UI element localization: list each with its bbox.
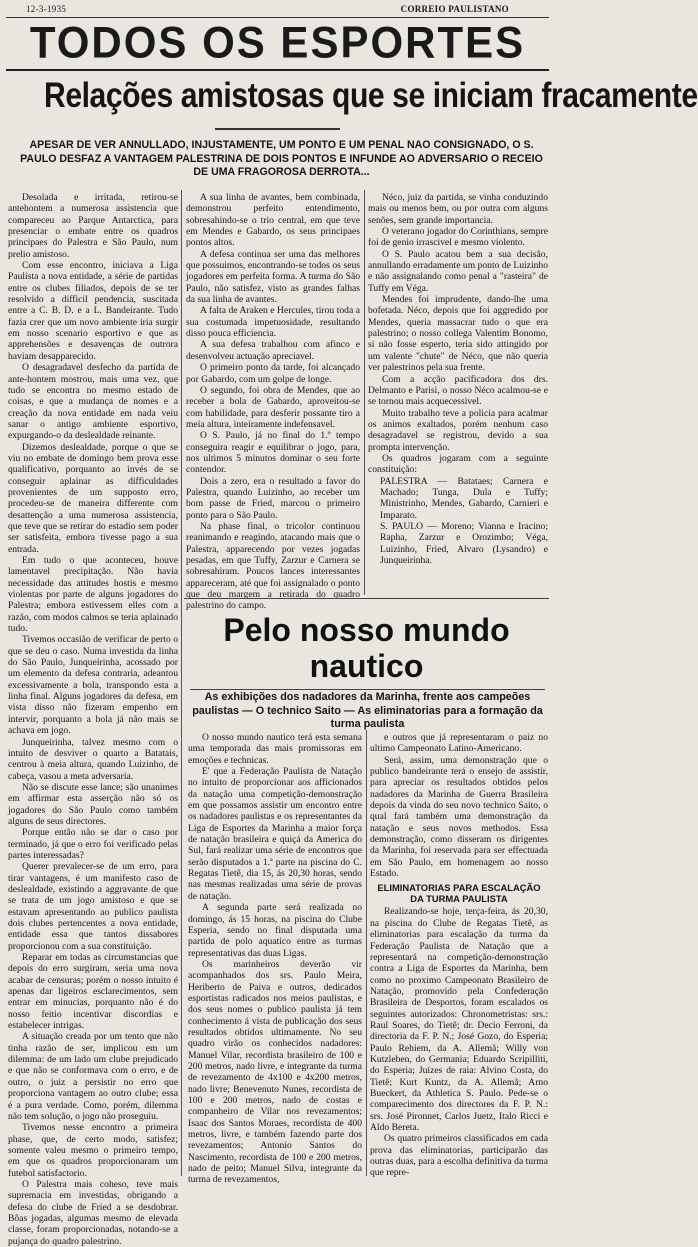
nautico-column-1 xyxy=(188,732,362,1186)
paragraph: O Palestra mais coheso, teve mais supremacia em investidas, obrigando a defesa do clube de Fried a se desdobrar. Bôas jogadas, algumas mesmo de elevada classe, foram proporcionadas, notando-se a pujança do quadro palestrino. xyxy=(8,1178,178,1247)
column-divider xyxy=(181,190,182,1176)
paragraph: Néco, juiz da partida, se vinha conduzindo mais ou menos bem, ou por outra com alguns senões, sem grande importancia. xyxy=(368,192,548,226)
paragraph: E' que a Federação Paulista de Natação no intuito de proporcionar aos afficionados da natação uma competição-demonstração em que possamos assistir um encontro entre os nadadores paulistas e os representantes da Liga de Esportes da Marinha a maior força de natação brasileira e quiçá da America do Sul, fará realizar uma série de encontros que serão disputados a 1.ª parte na piscina do C. Regatas Tietê, dia 15, ás 20,30 horas, sendo nas mesmas realizadas uma série de provas de natação. xyxy=(188,766,362,902)
main-headline: Relações amistosas que se iniciam fracamente xyxy=(44,76,698,115)
paragraph: Tivemos occasião de verificar de perto o que se deu o caso. Numa investida da linha do São Paulo, Junqueirinha, acossado por um elemento da defesa contraria, adeantou excessivamente a bola, transpondo esta a linha final. Alguns jogadores da defesa, em vista disso não fizeram empenho em intervir, porquanto a bola já não mais se achava em jogo. xyxy=(8,634,178,737)
paragraph: O desagradavel desfecho da partida de ante-hontem mostrou, mais uma vez, que tudo se encontra no mesmo estado de coisas, e que a mudança de nomes e a creação da nova entidade em nada veiu sanar o antigo ambiente esportivo, expurgando-o da deslealdade reinante. xyxy=(8,362,178,442)
paragraph: Querer prevalecer-se de um erro, para tirar vantagens, é um manifesto caso de deslealdade, existindo a aggravante de que se trata de um jogo amistoso e que se estavam apresentando ao publico paulista dois clubes pertencentes a nova entidade, entidade essa que tantos dissabores proporcionou com a sua constituição. xyxy=(8,861,178,952)
paragraph: Desolada e irritada, retirou-se antehontem a numerosa assistencia que compareceu ao Parque Antarctica, para presenciar o embate entre os quadros principaes do Palestra e São Paulo, num prelio amistoso. xyxy=(8,192,178,260)
paragraph: O primeiro ponto da tarde, foi alcançado por Gabardo, com um golpe de longe. xyxy=(186,362,360,385)
paragraph: PALESTRA — Batataes; Carnera e Machado; Tunga, Dula e Tuffy; Ministrinho, Mendes, Gabardo, Carnieri e Imparato. xyxy=(380,475,548,521)
paragraph: O S. Paulo acatou bem a sua decisão, annullando erradamente um ponto de Luizinho e não assignalando como penal a "rasteira" de Tuffy em Véga. xyxy=(368,248,548,294)
paragraph: Será, assim, uma demonstração que o publico bandeirante terá o ensejo de assistir, para apreciar os resultados obtidos pelos nadadores da Marinha de Guerra Brasileira depois da vinda do seu novo technico Saito, o qual fará também uma demonstração da natação e seus novos methodos. Essa demonstração, como disseram os dirigentes da Marinha, foi reservada para ser effectuada em São Paulo, em homenagem ao nosso Estado. xyxy=(370,754,548,880)
story-separator xyxy=(184,598,549,599)
paragraph: O veterano jogador do Corinthians, sempre foi de genio irrascivel e mesmo violento. xyxy=(368,226,548,249)
headline-rule xyxy=(215,128,340,130)
paragraph: e outros que já representaram o paiz no ultimo Campeonato Latino-Americano. xyxy=(370,732,548,755)
paragraph: Muito trabalho teve a policia para acalmar os animos exaltados, porém nenhum caso desagradavel se registrou, devido a sua prompta intervenção. xyxy=(368,407,548,453)
paragraph: Os quatro primeiros classificados em cada prova das eliminatorias, participarão das outras duas, para a escolha definitiva da turma que repre- xyxy=(370,1133,548,1179)
paragraph: Junqueirinha, talvez mesmo com o intuito de desviver o quarto a Batatais, centrou à meia altura, quando Luizinho, de cabeça, vasou a meta adversaria. xyxy=(8,736,178,782)
main-story-column-3 xyxy=(368,192,548,592)
top-strip xyxy=(6,3,549,18)
main-story-column-1 xyxy=(8,192,178,1247)
paragraph: Mendes foi imprudente, dando-lhe uma bofetada. Néco, depois que foi aggredido por Mendes, queria massacrar tudo o que era palestrino; o nosso collega Valentim Bonomo, si não fosse esperto, teria sido attingido por um valente "chute" de Néco, que não queria ver palestrinos pela sua frente. xyxy=(368,294,548,374)
paragraph: O S. Paulo, já no final do 1.º tempo conseguira reagir e equilibrar o jogo, para, nos ultimos 5 minutos dominar o seu forte contendor. xyxy=(186,430,360,476)
nautico-deck: As exhibições dos nadadores da Marinha, frente aos campeões paulistas — O technico Saito — As eliminatorias para a formação da turma paulista xyxy=(192,691,543,730)
paragraph: Com esse encontro, iniciava a Liga Paulista a nova entidade, a série de partidas entre os clubes filiados, depois de se ter resolvido a difficil pendencia, suscitada entre a C. B. D. e a L. Bandeirante. Tudo fazia crer que um novo ambiente iria surgir em nosso scenario esportivo e que as apprehensões e desavenças de outrora haviam desapparecido. xyxy=(8,260,178,362)
nautico-column-2 xyxy=(370,732,548,1179)
paragraph: Os quadros jogaram com a seguinte constituição: xyxy=(368,452,548,476)
paragraph: O nosso mundo nautico terá esta semana uma temporada das mais promissoras em emoções e technicas. xyxy=(188,732,362,766)
paragraph: Com a acção pacificadora dos drs. Delmanto e Parisi, o nosso Néco acalmou-se e se tornou mais acquecessivel. xyxy=(368,373,548,408)
main-story-column-2 xyxy=(186,192,360,612)
column-divider xyxy=(366,730,367,1176)
paragraph: Não se discute esse lance; são unanimes em affirmar esta asserção não só os jogadores do São Paulo como também alguns de seus directores. xyxy=(8,781,178,827)
section-masthead: TODOS OS ESPORTES xyxy=(29,17,526,68)
column-divider xyxy=(364,190,365,595)
paragraph: A sua defesa trabalhou com afinco e desenvolveu actuação apreciavel. xyxy=(186,339,360,362)
paper-name: CORREIO PAULISTANO xyxy=(400,4,509,14)
paragraph: A falta de Araken e Hercules, tirou toda a sua costumada impetuosidade, resultando disso pouca efficiencia. xyxy=(186,305,360,340)
paragraph: A defesa continua ser uma das melhores que possuimos, encontrando-se todos os seus jogadores em perfeita forma. A turma do São Paulo, não satisfez, visto as grandes falhas da sua linha de avantes. xyxy=(186,248,360,306)
paragraph: A situação creada por um tento que não tinha razão de ser, implicou em um dilemma: de um lado um clube prejudicado e que não se conformava com o erro, e de outro, o juiz a persistir no erro que proporciona vantagem ao outro clube; essa é a pura verdade. Como, porém, dilemma não tem solução, o jogo não proseguiu. xyxy=(8,1031,178,1122)
paragraph: Tivemos nesse encontro a primeira phase, que, de certo modo, satisfez; somente valeu mesmo o primeiro tempo, em que os quadros proporcionaram um futebol satisfactorio. xyxy=(8,1122,178,1179)
paragraph: Dizemos deslealdade, porque o que se viu no embate de domingo bem prova esse qualificativo, porquanto ao invés de se conseguir aplainar as difficuldades provenientes de um supposto erro, procedeu-se de maneira differente com desattenção a uma numerosa assistencia, que teve que se retirar do estadio sem poder ser satisfeita, embora tivesse pago a sua entrada. xyxy=(8,441,178,555)
paragraph: Os marinheiros deverão vir acompanhados dos srs. Paulo Meira, Heriberto de Paiva e outros, dedicados esportistas radicados nos meios paulistas, e dos seus nomes o publico paulista já tem conhecimento á vista de publicação dos seus resultados obtidos ultimamente. No seu quadro virão os conhecidos nadadores: Manuel Vilar, recordista brasileiro de 100 e 200 metros, nado livre, e integrante da turma de revezamento de 4x100 e 4x200 metros, nado livre; Benevenuto Nunes, recordista de 100 e 200 metros, nado de costas e companheiro de Vilar nos revezamentos; Isaac dos Santos Moraes, recordista de 400 metros, livre, e também fazendo parte dos revezamentos; Antonio Santos do Nascimento, recordista de 100 e 200 metros, nado de peito; Manuel Silva, integrante da turma de revezamentos, xyxy=(188,958,362,1186)
paragraph: Reparar em todas as circumstancias que depois do erro surgiram, seria uma nova acabar de censuras; porém o nosso intuito é apenas dar ligeiros esclarecimentos, sem entrar em minucias, porquanto não é do nosso feitio incentivar discordias e estabelecer intrigas. xyxy=(8,952,178,1032)
paragraph: O segundo, foi obra de Mendes, que ao receber a bola de Gabardo, aproveitou-se com habilidade, para desferir possante tiro a meia altura, inteiramente indefensavel. xyxy=(186,384,360,430)
paragraph: Em tudo o que aconteceu, houve lamentavel precipitação. Não havia necessidade das attitudes hostis e mesmo violentas por parte de alguns jogadores do Palestra; embora estivessem elles com a razão, com modos calmos se teria aplainado tudo. xyxy=(8,555,178,635)
paragraph: Realizando-se hoje, terça-feira, ás 20,30, na piscina do Clube de Regatas Tietê, as eliminatorias para escalação da turma da Federação Paulista de Natação que a representará na competição-demonstração contra a Liga de Esportes da Marinha, bem como no proximo Campeonato Brasileiro de Natação, promovido pela Confederação Brasileira de Desportos, foram escalados os seguintes autorizados: Chronometristas: srs.: Raul Soares, do Tietê; dr. Decio Ferroni, da directoria da F. P. N.; José Gozo, do Esperia; Paulo Rehiem, da A. Allemã; Willy von Kutzleben, do Germania; Eduardo Scripilliti, do Esperia; Juízes de raia: Alvino Costa, do Tietê; Kurt Kuntz, da A. Allemã; Arno Bueckert, da Athletica S. Paulo. Pede-se o comparecimento dos directores da F. P. N.: srs. José Pironnet, Carlos Juetz, Italo Ricci e Aldo Bereta. xyxy=(370,906,548,1133)
paragraph: A segunda parte será realizada no domingo, ás 15 horas, na piscina do Clube Esperia, sendo no final disputada uma partida de polo aquatico entre as turmas representativas das duas Ligas. xyxy=(188,902,362,959)
paragraph: Dois a zero, era o resultado a favor do Palestra, quando Luizinho, ao receber um bom passe de Fried, marcou o primeiro ponto para o São Paulo. xyxy=(186,475,360,521)
nautico-headline-rule xyxy=(190,689,545,690)
nautico-headline: Pelo nosso mundo nautico xyxy=(223,612,510,684)
paragraph: A sua linha de avantes, bem combinada, demonstrou perfeito entendimento, sobresahindo-se o trio central, em que teve em Mendes e Gabardo, os seus principaes pontos altos. xyxy=(186,192,360,249)
masthead-rule xyxy=(6,69,549,71)
main-deck: APESAR DE VER ANNULLADO, INJUSTAMENTE, UM PONTO E UM PENAL NAO CONSIGNADO, O S. PAULO DESFAZ A VANTAGEM PALESTRINA DE DOIS PONTOS E INFUNDE AO ADVERSARIO O RECEIO DE UMA FRAGOROSA DERROTA... xyxy=(20,139,543,178)
paragraph: Na phase final, o tricolor continuou reanimando e reagindo, atacando mais que o Palestra, apparecendo por vezes jogadas pesadas, em que Tuffy, Zarzur e Carnera se sobresahiram. Poucos lances interessantes appareceram, até que foi assignalado o ponto que deu margem a retirada do quadro palestrino do campo. xyxy=(186,520,360,612)
paragraph: S. PAULO — Moreno; Vianna e Iracino; Rapha, Zarzur e Orozimbo; Véga, Luizinho, Fried, Alvaro (Lysandro) e Junqueirinha. xyxy=(380,520,548,566)
nautico-subhead: ELIMINATORIAS PARA ESCALAÇÃO DA TURMA PAULISTA xyxy=(377,882,541,905)
paragraph: Porque então não se dar o caso por terminado, já que o erro foi verificado pelas partes interessadas? xyxy=(8,827,178,861)
issue-date: 12-3-1935 xyxy=(26,4,67,14)
